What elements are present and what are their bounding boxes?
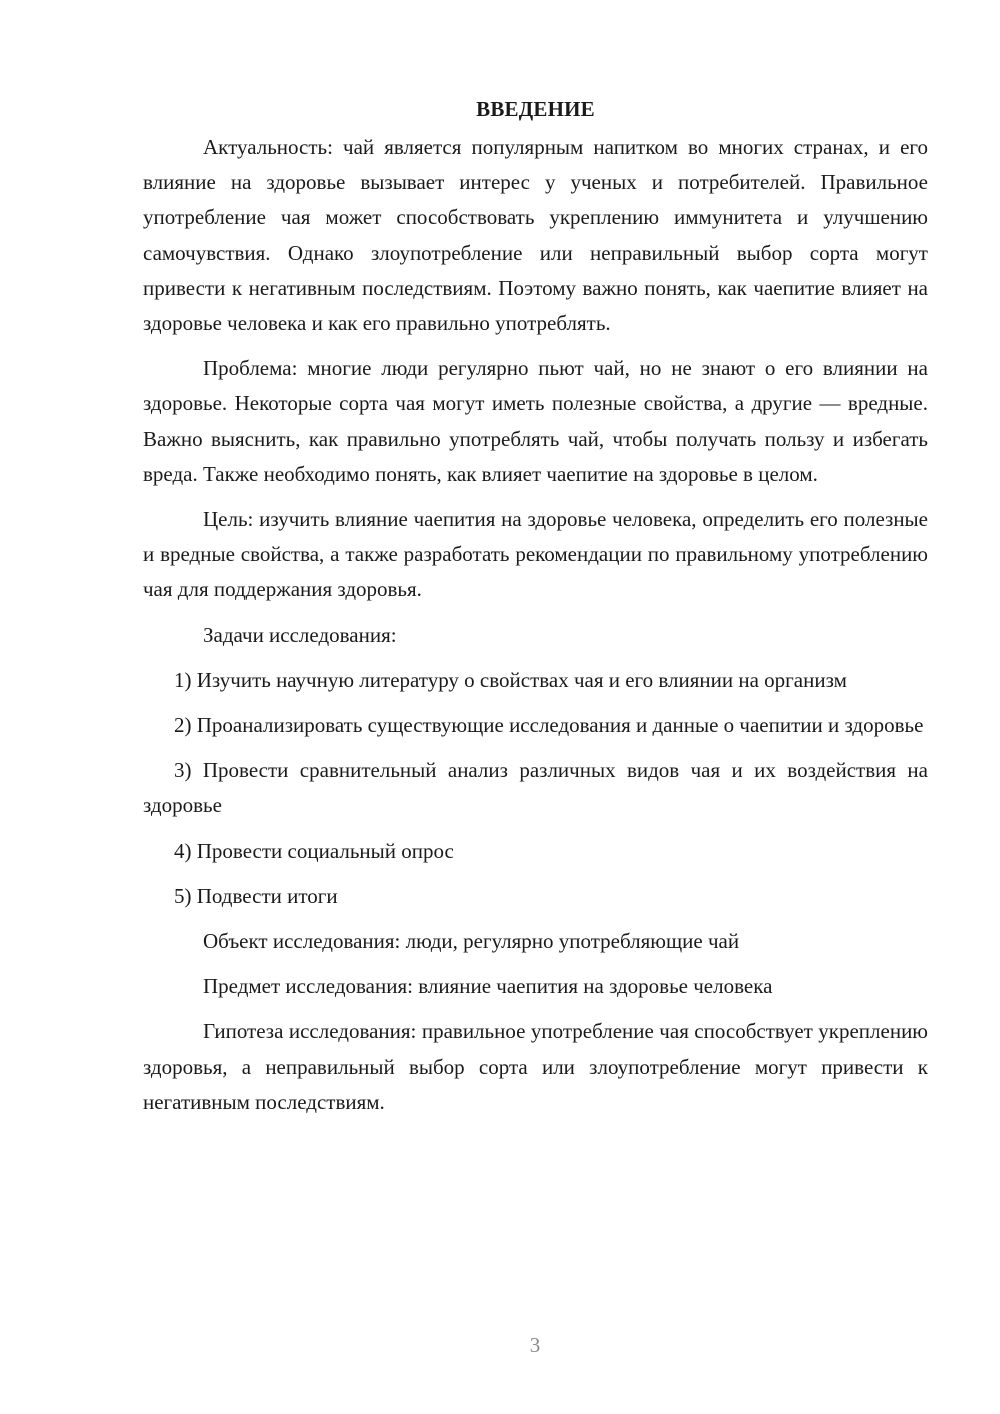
document-page [143, 92, 928, 1130]
page-number: 3 [529, 1333, 541, 1357]
task-item-4: 4) Провести социальный опрос [174, 838, 454, 863]
task-item-3: 3) Провести сравнительный анализ различных видов чая и их воздействия на здоровье [143, 758, 928, 818]
relevance-paragraph: Актуальность: чай является популярным напитком во многих странах, и его влияние на здоровье вызывает интерес у ученых и потребителей. Правильное употребление чая может способствовать укреплению иммунитета и улучшению самочувствия. Однако злоупотребление или неправильный выбор сорта могут привести к негативным последствиям. Поэтому важно понять, как чаепитие влияет на здоровье человека и как его правильно употреблять. [143, 135, 928, 336]
problem-paragraph: Проблема: многие люди регулярно пьют чай, но не знают о его влиянии на здоровье. Некоторые сорта чая могут иметь полезные свойства, а другие — вредные. Важно выяснить, как правильно употреблять чай, чтобы получать пользу и избегать вреда. Также необходимо понять, как влияет чаепитие на здоровье в целом. [143, 356, 928, 486]
hypothesis-paragraph: Гипотеза исследования: правильное употребление чая способствует укреплению здоровья, а неправильный выбор сорта или злоупотребление могут привести к негативным последствиям. [143, 1019, 928, 1114]
object-paragraph: Объект исследования: люди, регулярно употребляющие чай [203, 929, 740, 954]
task-item-2: 2) Проанализировать существующие исследования и данные о чаепитии и здоровье [174, 713, 924, 738]
goal-paragraph: Цель: изучить влияние чаепития на здоровье человека, определить его полезные и вредные свойства, а также разработать рекомендации по правильному употреблению чая для поддержания здоровья. [143, 507, 928, 602]
task-item-5: 5) Подвести итоги [174, 883, 338, 908]
tasks-heading: Задачи исследования: [203, 622, 397, 647]
task-item-1: 1) Изучить научную литературу о свойствах чая и его влиянии на организм [174, 667, 847, 692]
subject-paragraph: Предмет исследования: влияние чаепития на здоровье человека [203, 974, 773, 999]
section-title: ВВЕДЕНИЕ [476, 97, 595, 121]
